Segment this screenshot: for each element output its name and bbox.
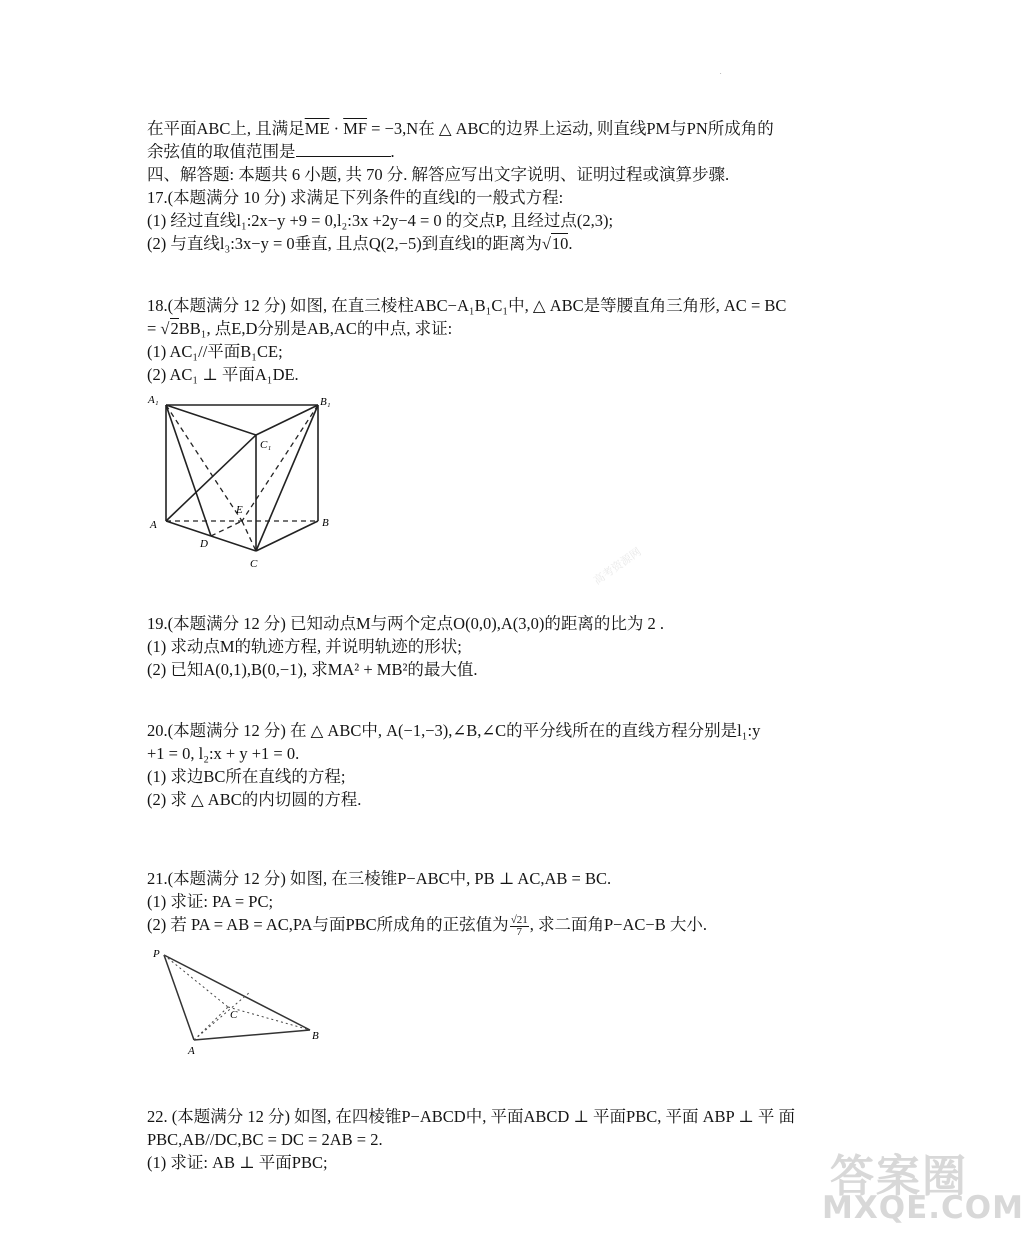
vector-me: $\overline{ME}$	[304, 119, 330, 138]
q19-header: 19.(本题满分 12 分) 已知动点M与两个定点O(0,0),A(3,0)的距离的比为 2 .	[147, 614, 664, 633]
label-b1: B₁	[320, 396, 331, 408]
q17-part1: (1) 经过直线l₁:2x−y +9 = 0,l₂:3x +2y−4 = 0 的交点P, 且经过点(2,3);	[147, 211, 614, 230]
q18-line-2: = √2BB₁, 点E,D分别是AB,AC的中点, 求证:	[147, 319, 453, 338]
label-a: A	[188, 1045, 195, 1057]
q20-part2: (2) 求 △ ABC的内切圆的方程.	[147, 790, 362, 809]
prism-figure	[140, 390, 350, 575]
q21-header: 21.(本题满分 12 分) 如图, 在三棱锥P−ABC中, PB ⊥ AC,AB = BC.	[147, 869, 612, 888]
q20-header: 20.(本题满分 12 分) 在 △ ABC中, A(−1,−3),∠B,∠C的平分线所在的直线方程分别是l₁:y	[147, 721, 761, 740]
q20-part1: (1) 求边BC所在直线的方程;	[147, 767, 346, 786]
q22-line-2: PBC,AB//DC,BC = DC = 2AB = 2.	[147, 1130, 383, 1149]
q18-part1: (1) AC₁//平面B₁CE;	[147, 342, 283, 361]
logo-cn: 答案圈	[830, 1151, 968, 1202]
intro-line-1: 在平面ABC上, 且满足$\overline{ME} \cdot \overline{MF} = -3,N$在 △ ABC的边界上运动, 则直线PM与PN所成角的	[147, 119, 774, 138]
vector-mf: $\overline{MF}$	[343, 119, 368, 138]
sqrt-2: 2	[170, 319, 179, 338]
label-p: P	[153, 948, 160, 960]
q21-part1: (1) 求证: PA = PC;	[147, 892, 274, 911]
q20-line-2: +1 = 0, l₂:x + y +1 = 0.	[147, 744, 300, 763]
label-b: B	[322, 517, 329, 529]
label-a1: A₁	[148, 394, 159, 406]
intro-line-2: 余弦值的取值范围是 .	[147, 142, 395, 161]
section-4-heading: 四、解答题: 本题共 6 小题, 共 70 分. 解答应写出文字说明、证明过程或演算步骤.	[147, 165, 730, 184]
q22-header: 22. (本题满分 12 分) 如图, 在四棱锥P−ABCD中, 平面ABCD ⊥ 平面PBC, 平面 ABP ⊥ 平 面	[147, 1107, 795, 1126]
answer-blank	[296, 141, 391, 157]
fraction-sqrt21-over-7: $\frac{√21}{7}$	[510, 913, 528, 938]
label-e: E	[236, 504, 243, 516]
q18-header: 18.(本题满分 12 分) 如图, 在直三棱柱ABC−A₁B₁C₁中, △ ABC是等腰直角三角形, AC = BC	[147, 296, 787, 315]
top-mark: .	[720, 70, 722, 76]
watermark: 高考资源网	[591, 545, 644, 588]
q18-part2: (2) AC₁ ⊥ 平面A₁DE.	[147, 365, 299, 384]
sqrt-10: 10	[551, 234, 569, 253]
q19-part1: (1) 求动点M的轨迹方程, 并说明轨迹的形状;	[147, 637, 462, 656]
label-c1: C₁	[260, 439, 272, 451]
q17-part2: (2) 与直线l₃:3x−y = 0垂直, 且点Q(2,−5)到直线l的距离为√10.	[147, 234, 573, 253]
pyramid-figure	[150, 945, 340, 1060]
label-c: C	[230, 1009, 238, 1021]
label-c: C	[250, 558, 258, 570]
q22-part1: (1) 求证: AB ⊥ 平面PBC;	[147, 1153, 328, 1172]
q19-part2: (2) 已知A(0,1),B(0,−1), 求MA² + MB²的最大值.	[147, 660, 478, 679]
logo-en: MXQE.COM	[822, 1190, 1024, 1226]
label-d: D	[200, 538, 208, 550]
label-a: A	[150, 519, 157, 531]
q17-header: 17.(本题满分 10 分) 求满足下列条件的直线l的一般式方程:	[147, 188, 564, 207]
label-b: B	[312, 1030, 319, 1042]
q21-part2: (2) 若 PA = AB = AC,PA与面PBC所成角的正弦值为 $\frac{√21}{7}$ , 求二面角P−AC−B 大小.	[147, 913, 707, 938]
site-logo	[820, 1140, 1024, 1235]
